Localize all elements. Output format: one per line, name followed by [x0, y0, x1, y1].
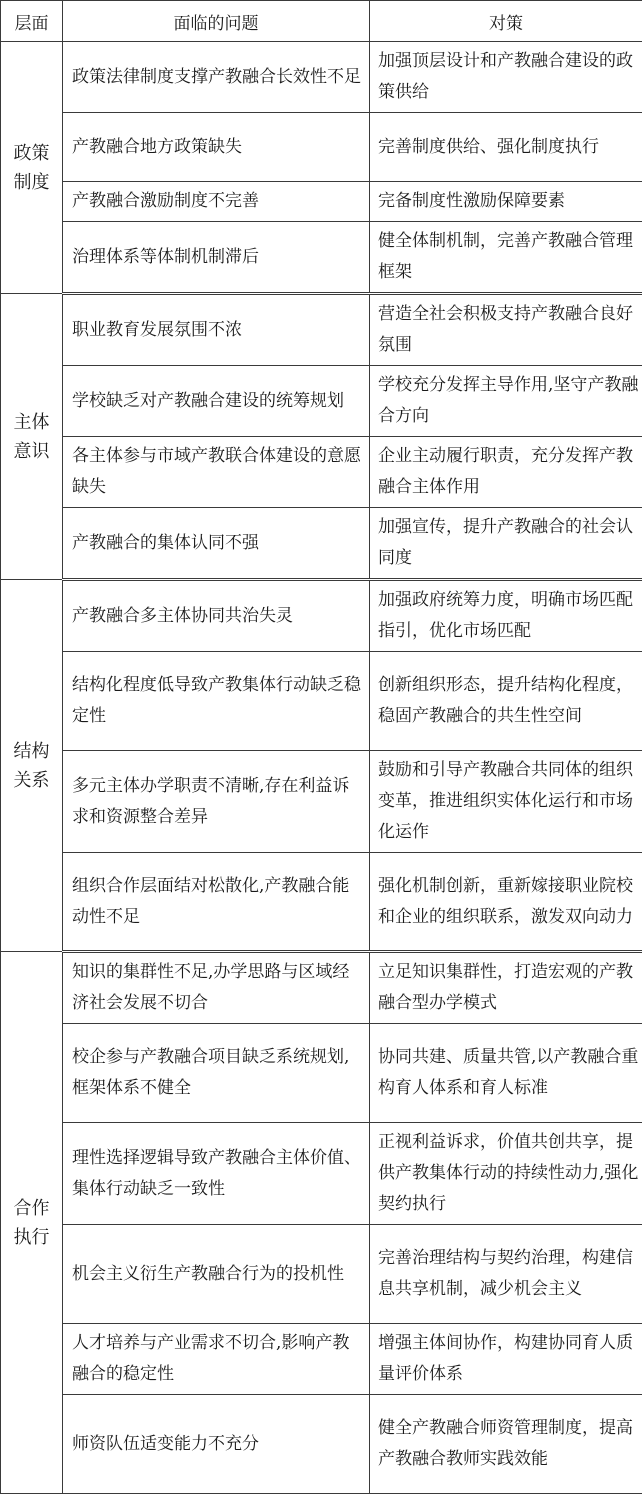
measure-cell: 营造全社会积极支持产教融合良好氛围 [370, 294, 642, 366]
level-label: 主体 [14, 412, 50, 433]
measure-cell: 完备制度性激励保障要素 [370, 182, 642, 222]
table-row [1, 508, 642, 580]
measure-cell: 完善治理结构与契约治理，构建信息共享机制，减少机会主义 [370, 1225, 642, 1324]
measure-cell: 创新组织形态，提升结构化程度，稳固产教融合的共生性空间 [370, 652, 642, 751]
level-cell [1, 42, 63, 294]
measure-cell: 完善制度供给、强化制度执行 [370, 113, 642, 182]
problem-cell: 知识的集群性不足,办学思路与区域经济社会发展不切合 [63, 952, 370, 1024]
measure-cell: 加强顶层设计和产教融合建设的政策供给 [370, 42, 642, 113]
measure-cell: 协同共建、质量共管,以产教融合重构育人体系和育人标准 [370, 1024, 642, 1123]
problem-cell: 结构化程度低导致产教集体行动缺乏稳定性 [63, 652, 370, 751]
problem-cell: 产教融合激励制度不完善 [63, 182, 370, 222]
table-row [1, 952, 642, 1024]
problem-cell: 治理体系等体制机制滞后 [63, 222, 370, 294]
table-row [1, 42, 642, 113]
problem-cell: 机会主义衍生产教融合行为的投机性 [63, 1225, 370, 1324]
level-label: 结构 [14, 741, 50, 762]
level-cell [1, 952, 63, 1494]
table-row [1, 437, 642, 508]
table-row [1, 1024, 642, 1123]
table-row [1, 1123, 642, 1225]
measure-cell: 正视利益诉求，价值共创共享，提供产教集体行动的持续性动力,强化契约执行 [370, 1123, 642, 1225]
problem-cell: 学校缺乏对产教融合建设的统筹规划 [63, 366, 370, 437]
problem-cell: 多元主体办学职责不清晰,存在利益诉求和资源整合差异 [63, 751, 370, 853]
level-label: 意识 [14, 441, 50, 462]
table-row [1, 580, 642, 652]
measure-cell: 强化机制创新，重新嫁接职业院校和企业的组织联系，激发双向动力 [370, 853, 642, 952]
measure-cell: 健全产教融合师资管理制度，提高产教融合教师实践效能 [370, 1395, 642, 1494]
problem-cell: 职业教育发展氛围不浓 [63, 294, 370, 366]
table-row [1, 853, 642, 952]
header-level: 层面 [1, 1, 63, 42]
measure-cell: 企业主动履行职责，充分发挥产教融合主体作用 [370, 437, 642, 508]
measure-cell: 增强主体间协作，构建协同育人质量评价体系 [370, 1324, 642, 1395]
problem-cell: 各主体参与市域产教联合体建设的意愿缺失 [63, 437, 370, 508]
level-cell [1, 580, 63, 952]
measure-cell: 学校充分发挥主导作用,坚守产教融合方向 [370, 366, 642, 437]
table-row [1, 1324, 642, 1395]
level-cell [1, 294, 63, 580]
table-row [1, 113, 642, 182]
problem-cell: 师资队伍适变能力不充分 [63, 1395, 370, 1494]
measure-cell: 健全体制机制，完善产教融合管理框架 [370, 222, 642, 294]
measure-cell: 加强宣传，提升产教融合的社会认同度 [370, 508, 642, 580]
problem-cell: 产教融合的集体认同不强 [63, 508, 370, 580]
table-row [1, 294, 642, 366]
table-row [1, 751, 642, 853]
problem-cell: 校企参与产教融合项目缺乏系统规划,框架体系不健全 [63, 1024, 370, 1123]
table-row [1, 1225, 642, 1324]
header-problem: 面临的问题 [63, 1, 370, 42]
problem-cell: 政策法律制度支撑产教融合长效性不足 [63, 42, 370, 113]
problem-cell: 产教融合多主体协同共治失灵 [63, 580, 370, 652]
table-row [1, 1395, 642, 1494]
level-label: 合作 [14, 1198, 50, 1219]
level-label: 政策 [14, 143, 50, 164]
level-label: 执行 [14, 1227, 50, 1248]
problem-cell: 组织合作层面结对松散化,产教融合能动性不足 [63, 853, 370, 952]
table-header-row [1, 1, 642, 42]
measure-cell: 鼓励和引导产教融合共同体的组织变革，推进组织实体化运行和市场化运作 [370, 751, 642, 853]
problem-cell: 理性选择逻辑导致产教融合主体价值、集体行动缺乏一致性 [63, 1123, 370, 1225]
header-measure: 对策 [370, 1, 642, 42]
problem-cell: 人才培养与产业需求不切合,影响产教融合的稳定性 [63, 1324, 370, 1395]
table-row [1, 366, 642, 437]
table-row [1, 222, 642, 294]
level-label: 关系 [14, 770, 50, 791]
level-label: 制度 [14, 172, 50, 193]
measure-cell: 立足知识集群性，打造宏观的产教融合型办学模式 [370, 952, 642, 1024]
table-row [1, 182, 642, 222]
measure-cell: 加强政府统筹力度，明确市场匹配指引，优化市场匹配 [370, 580, 642, 652]
table-row [1, 652, 642, 751]
problem-cell: 产教融合地方政策缺失 [63, 113, 370, 182]
